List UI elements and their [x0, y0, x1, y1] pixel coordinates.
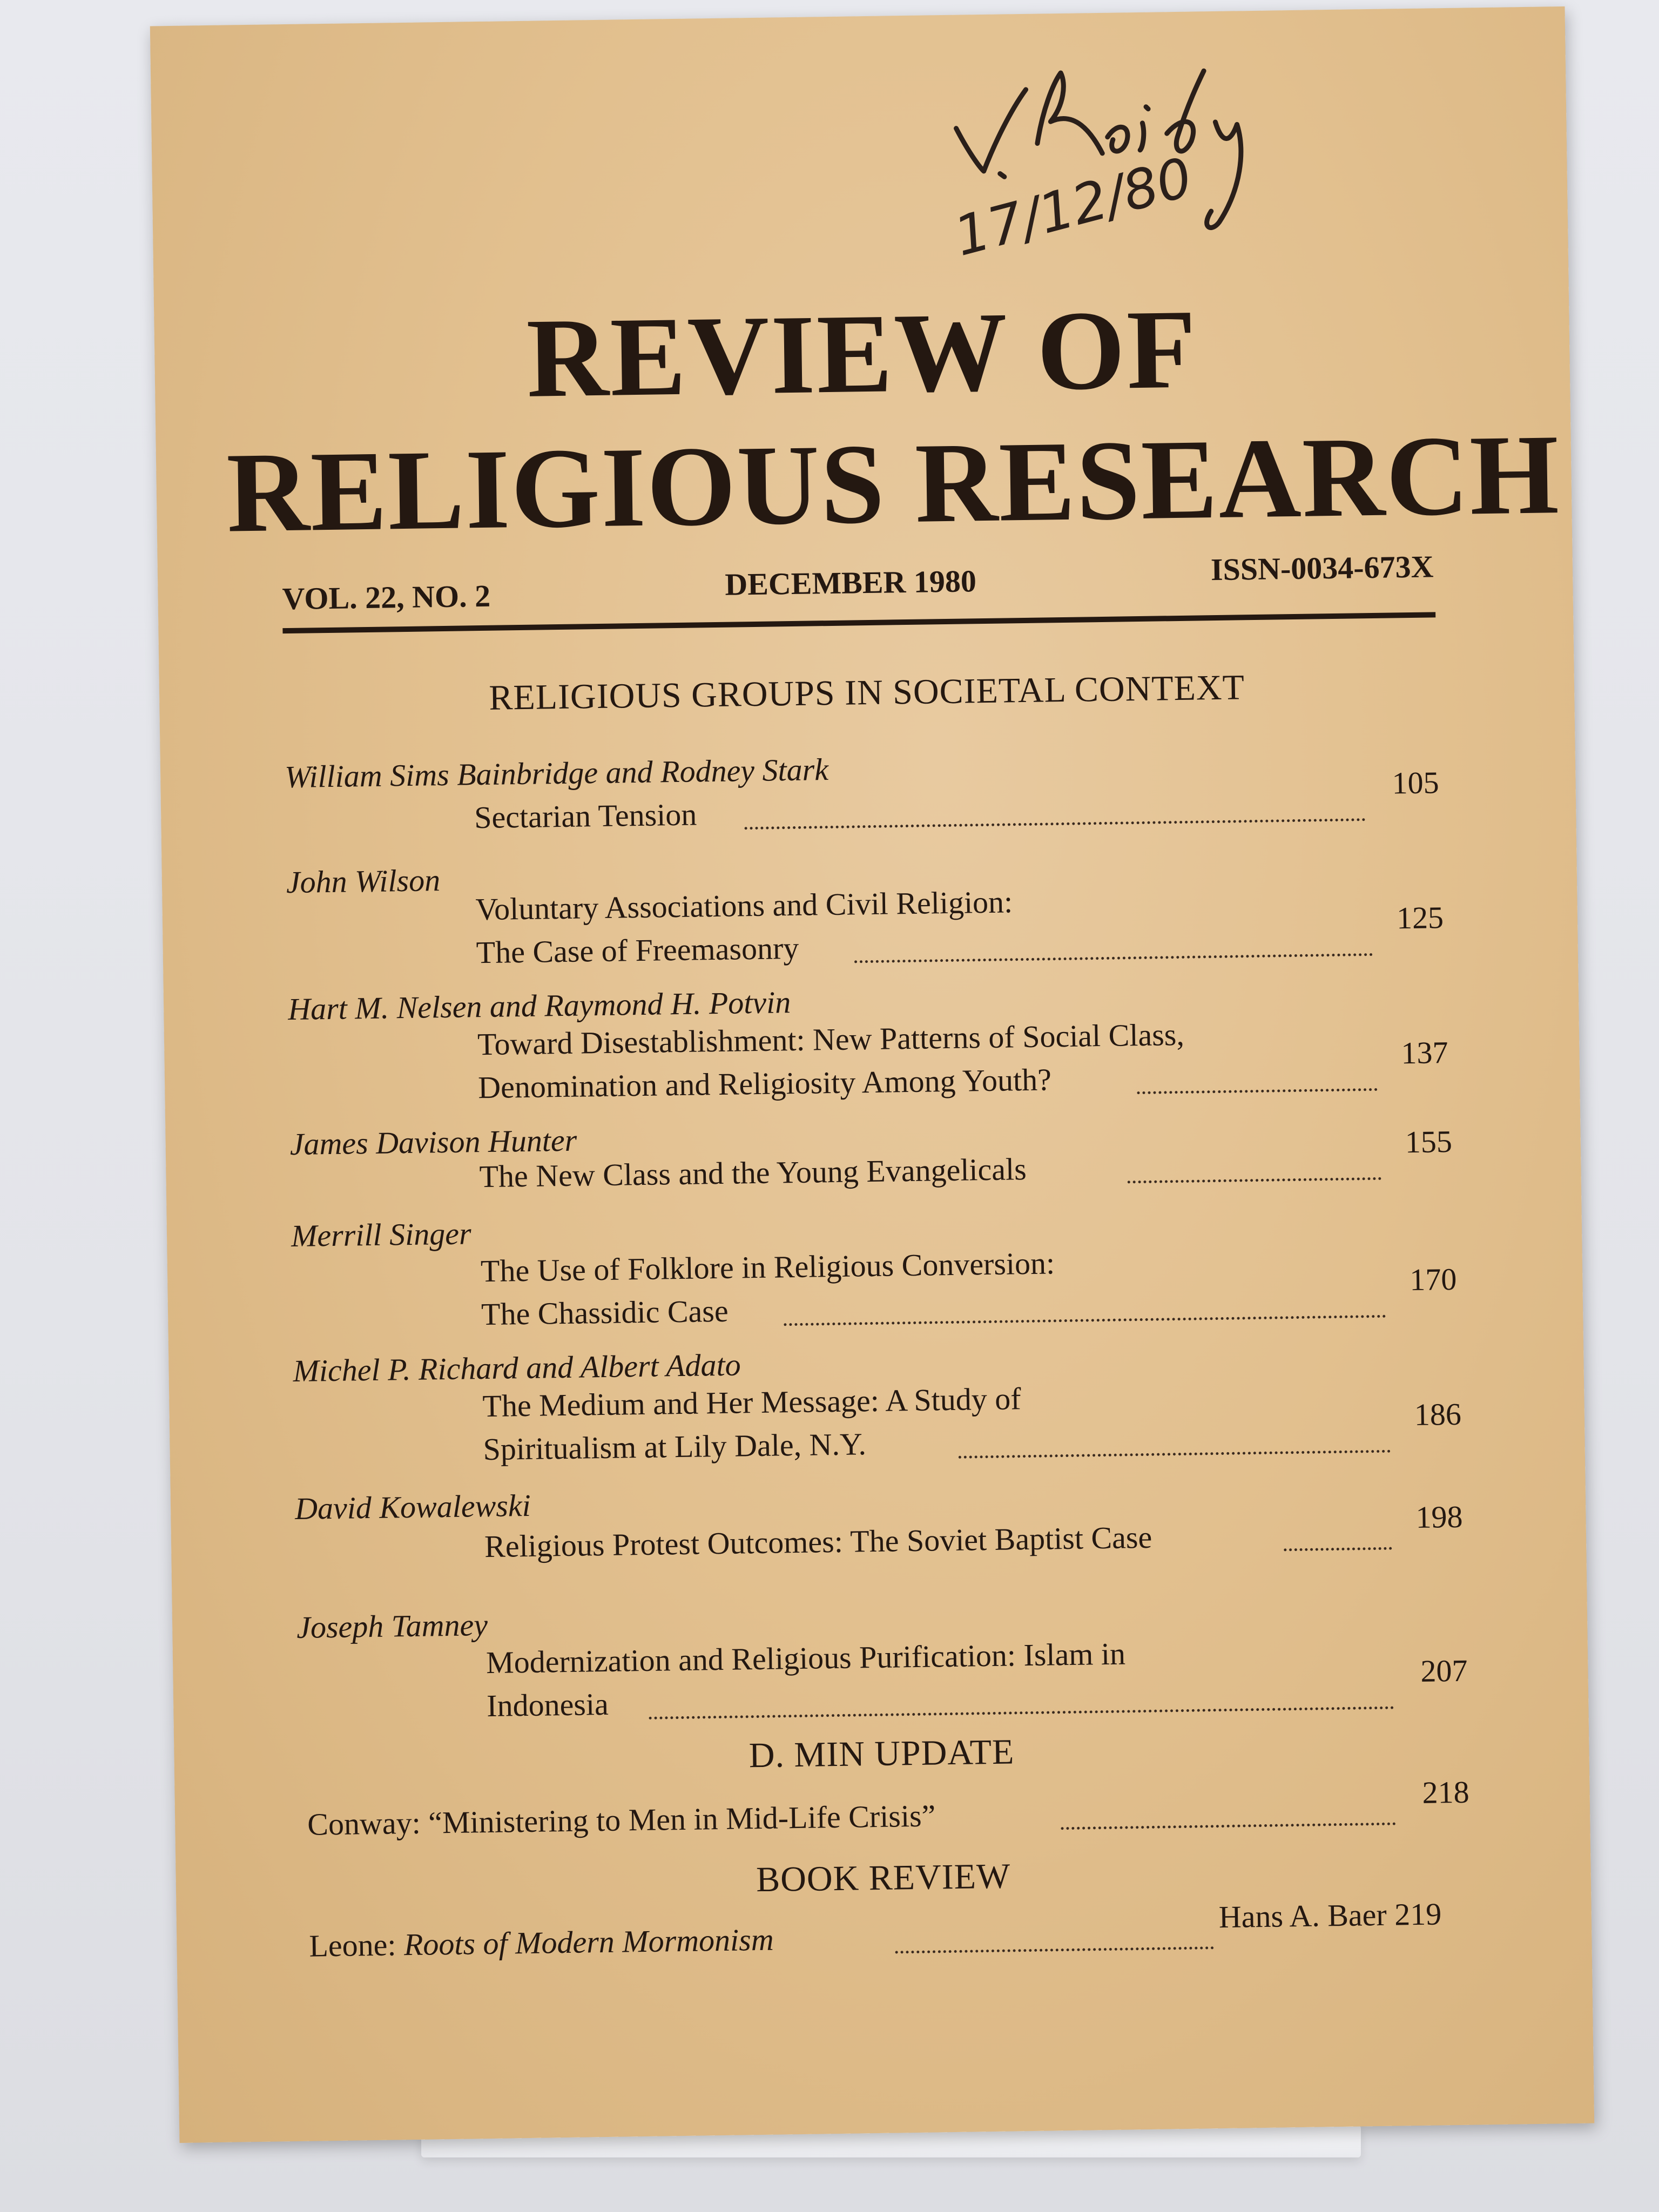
book-review-title: Roots of Modern Mormonism — [403, 1921, 774, 1963]
book-review-reviewer: Hans A. Baer — [1218, 1897, 1387, 1935]
journal-cover — [150, 6, 1594, 2143]
article-page-number: 137 — [1401, 1035, 1448, 1071]
article-title: Modernization and Religious Purification: Islam in — [485, 1636, 1126, 1681]
book-review-author: Leone: — [308, 1927, 396, 1964]
article-title-continued: Indonesia — [486, 1686, 609, 1724]
article-title: Voluntary Associations and Civil Religion: — [475, 884, 1013, 927]
journal-title-line-1: REVIEW OF — [525, 286, 1199, 421]
dot-leader — [958, 1419, 1391, 1459]
section-heading-dmin: D. MIN UPDATE — [748, 1732, 1015, 1776]
handwritten-date: 17/12/80 — [948, 145, 1199, 269]
article-page-number: 186 — [1414, 1396, 1462, 1433]
article-title: The New Class and the Young Evangelicals — [479, 1151, 1027, 1195]
article-page-number: 170 — [1409, 1261, 1457, 1298]
issue-date: DECEMBER 1980 — [724, 563, 977, 602]
dot-leader — [854, 922, 1373, 963]
article-title: Sectarian Tension — [474, 797, 697, 835]
article-title: Toward Disestablishment: New Patterns of Social Class, — [477, 1016, 1185, 1062]
book-review-reviewer-page — [1218, 1896, 1441, 1935]
journal-title-line-2: RELIGIOUS RESEARCH — [226, 410, 1561, 556]
dot-leader — [784, 1284, 1386, 1326]
article-author: John Wilson — [286, 862, 441, 900]
article-page-number: 125 — [1396, 900, 1444, 936]
article-page-number: 155 — [1405, 1124, 1453, 1160]
section-heading-book-review: BOOK REVIEW — [756, 1856, 1011, 1900]
article-author: Merrill Singer — [291, 1216, 471, 1254]
dmin-entry — [307, 1797, 936, 1842]
article-author: Hart M. Nelsen and Raymond H. Potvin — [287, 984, 791, 1027]
article-page-number: 207 — [1420, 1653, 1468, 1689]
volume-number: VOL. 22, NO. 2 — [282, 578, 491, 617]
article-author: William Sims Bainbridge and Rodney Stark — [284, 752, 829, 795]
article-author: Joseph Tamney — [296, 1607, 488, 1645]
article-title: Religious Protest Outcomes: The Soviet Baptist Case — [484, 1519, 1152, 1564]
masthead-divider — [282, 612, 1435, 633]
article-title-continued: Denomination and Religiosity Among Youth? — [477, 1062, 1052, 1105]
article-page-number: 198 — [1415, 1499, 1463, 1535]
issn: ISSN-0034-673X — [1210, 549, 1434, 588]
article-title: The Medium and Her Message: A Study of — [482, 1381, 1021, 1424]
article-title-continued: The Chassidic Case — [481, 1293, 729, 1332]
dmin-author: Conway: — [307, 1805, 421, 1842]
article-page-number: 105 — [1392, 765, 1439, 801]
article-author: James Davison Hunter — [289, 1122, 577, 1162]
article-title: The Use of Folklore in Religious Conversion: — [480, 1245, 1055, 1289]
dot-leader — [895, 1915, 1214, 1953]
book-review-entry — [309, 1921, 774, 1964]
book-review-page-number: 219 — [1394, 1896, 1442, 1932]
dot-leader — [649, 1675, 1394, 1719]
dot-leader — [1284, 1516, 1392, 1552]
section-heading-main: RELIGIOUS GROUPS IN SOCIETAL CONTEXT — [488, 667, 1245, 718]
article-author: Michel P. Richard and Albert Adato — [293, 1347, 741, 1389]
dot-leader — [1061, 1791, 1396, 1830]
dot-leader — [1137, 1057, 1378, 1094]
article-title-continued: The Case of Freemasonry — [476, 930, 799, 970]
dot-leader — [744, 787, 1366, 830]
article-title-continued: Spiritualism at Lily Dale, N.Y. — [483, 1426, 867, 1467]
dmin-page-number: 218 — [1422, 1774, 1470, 1810]
dmin-title: “Ministering to Men in Mid-Life Crisis” — [428, 1798, 936, 1840]
dot-leader — [1127, 1146, 1381, 1184]
article-author: David Kowalewski — [294, 1487, 531, 1526]
